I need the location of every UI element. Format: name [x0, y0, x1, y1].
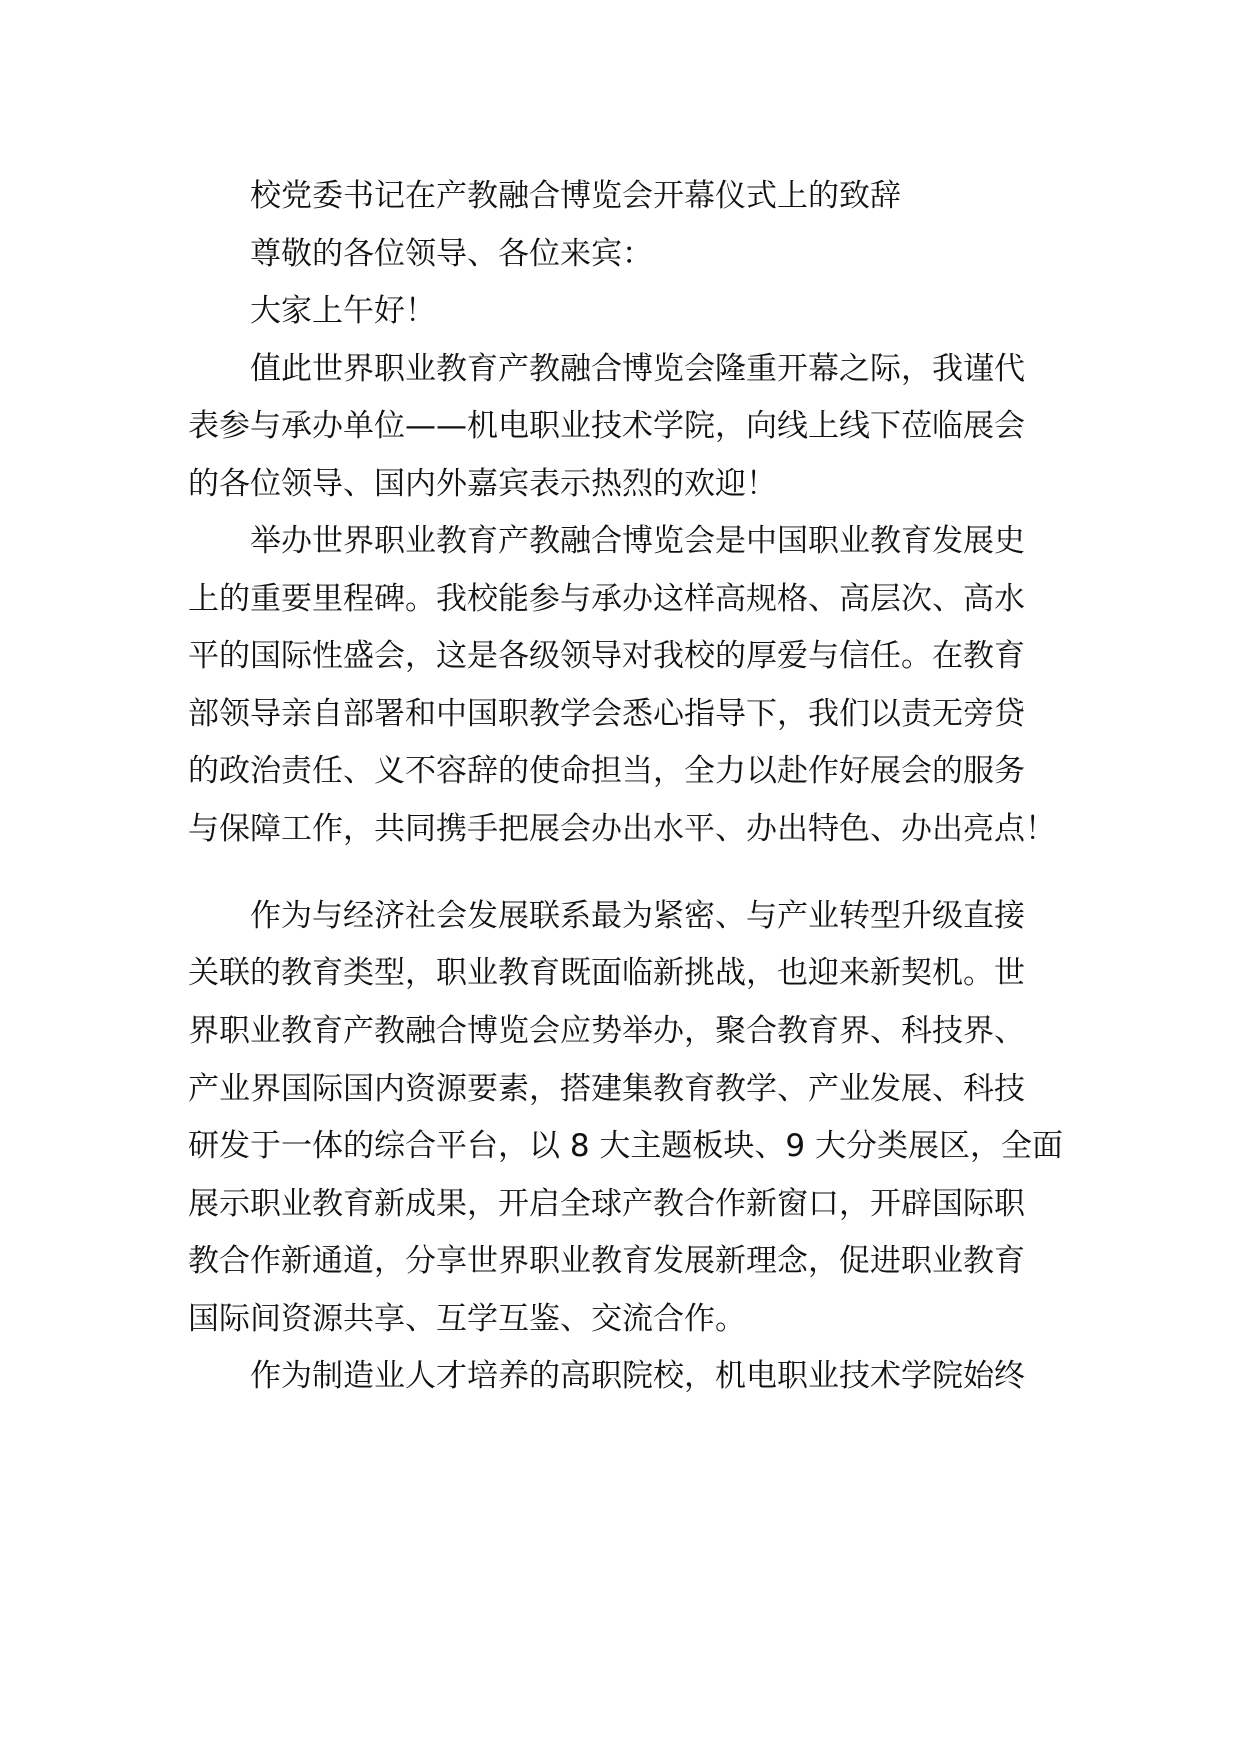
- paragraph-3-line-6: 展示职业教育新成果，开启全球产教合作新窗口，开辟国际职: [188, 1186, 1025, 1222]
- paragraph-4-line-1: 作为制造业人才培养的高职院校，机电职业技术学院始终: [250, 1358, 1025, 1394]
- paragraph-2-line-4: 部领导亲自部署和中国职教学会悉心指导下，我们以责无旁贷: [188, 696, 1025, 732]
- paragraph-3-line-4: 产业界国际国内资源要素，搭建集教育教学、产业发展、科技: [188, 1071, 1025, 1107]
- paragraph-3-line-8: 国际间资源共享、互学互鉴、交流合作。: [188, 1301, 746, 1337]
- paragraph-2-line-2: 上的重要里程碑。我校能参与承办这样高规格、高层次、高水: [188, 581, 1025, 617]
- paragraph-3-line-5: 研发于一体的综合平台，以 8 大主题板块、9 大分类展区，全面: [188, 1128, 1064, 1164]
- salutation-line: 尊敬的各位领导、各位来宾：: [250, 236, 653, 272]
- paragraph-2-line-5: 的政治责任、义不容辞的使命担当，全力以赴作好展会的服务: [188, 753, 1025, 789]
- paragraph-3-line-7: 教合作新通道，分享世界职业教育发展新理念，促进职业教育: [188, 1243, 1025, 1279]
- paragraph-2-line-6: 与保障工作，共同携手把展会办出水平、办出特色、办出亮点！: [188, 811, 1056, 847]
- paragraph-1-line-2: 表参与承办单位——机电职业技术学院，向线上线下莅临展会: [188, 408, 1025, 444]
- document-title: 校党委书记在产教融合博览会开幕仪式上的致辞: [250, 178, 901, 214]
- greeting-line: 大家上午好！: [250, 293, 436, 329]
- paragraph-3-line-3: 界职业教育产教融合博览会应势举办，聚合教育界、科技界、: [188, 1013, 1025, 1049]
- paragraph-1-line-1: 值此世界职业教育产教融合博览会隆重开幕之际，我谨代: [250, 351, 1025, 387]
- paragraph-3-line-2: 关联的教育类型，职业教育既面临新挑战，也迎来新契机。世: [188, 955, 1025, 991]
- paragraph-2-line-1: 举办世界职业教育产教融合博览会是中国职业教育发展史: [250, 523, 1025, 559]
- paragraph-1-line-3: 的各位领导、国内外嘉宾表示热烈的欢迎！: [188, 466, 777, 502]
- paragraph-3-line-1: 作为与经济社会发展联系最为紧密、与产业转型升级直接: [250, 898, 1025, 934]
- paragraph-2-line-3: 平的国际性盛会，这是各级领导对我校的厚爱与信任。在教育: [188, 638, 1025, 674]
